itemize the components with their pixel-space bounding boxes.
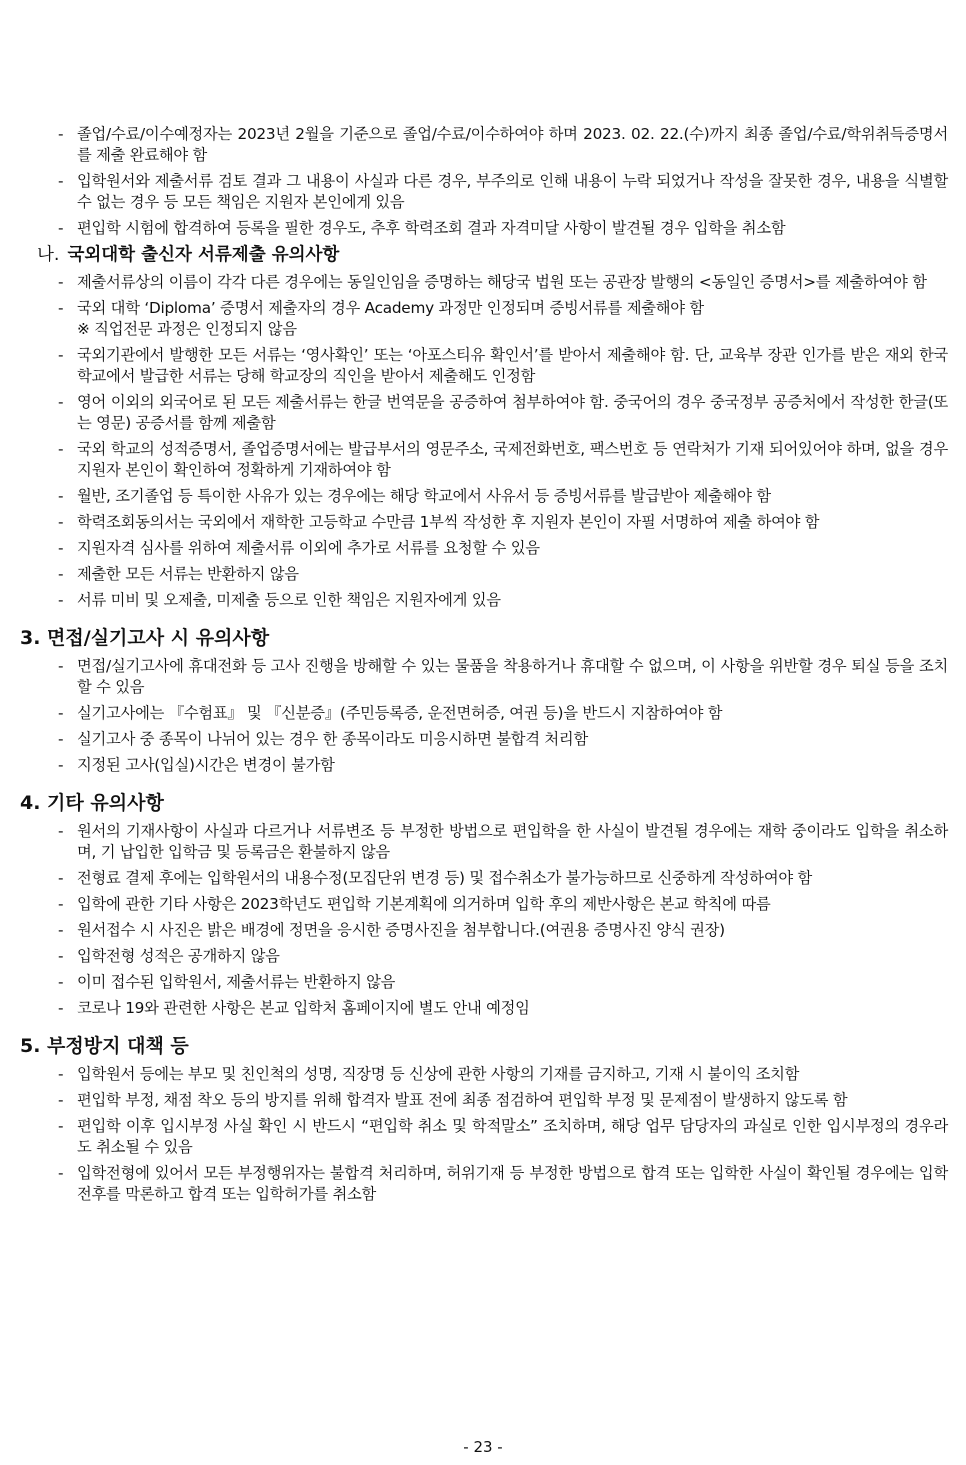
bullet-dash: - <box>58 657 64 675</box>
list-item-text: 실기고사 중 종목이 나뉘어 있는 경우 한 종목이라도 미응시하면 불합격 처리함 <box>77 730 588 748</box>
list-item <box>20 538 948 559</box>
list-item-text: 이미 접수된 입학원서, 제출서류는 반환하지 않음 <box>77 973 396 991</box>
list-item-text: 편입학 부정, 채점 착오 등의 방지를 위해 합격자 발표 전에 최종 점검하여 편입학 부정 및 문제점이 발생하지 않도록 함 <box>77 1091 848 1109</box>
list-item <box>20 171 948 213</box>
section-heading: 5. 부정방지 대책 등 <box>20 1035 189 1057</box>
list-item-text: 국외 대학 ‘Diploma’ 증명서 제출자의 경우 Academy 과정만 인정되며 증빙서류를 제출해야 함 <box>77 299 704 317</box>
list-item-text: 지원자격 심사를 위하여 제출서류 이외에 추가로 서류를 요청할 수 있음 <box>77 539 540 557</box>
bullet-dash: - <box>58 947 64 965</box>
bullet-dash: - <box>58 895 64 913</box>
list-item-text: 코로나 19와 관련한 사항은 본교 입학처 홈페이지에 별도 안내 예정임 <box>77 999 530 1017</box>
bullet-dash: - <box>58 299 64 317</box>
list-item-text: 월반, 조기졸업 등 특이한 사유가 있는 경우에는 해당 학교에서 사유서 등 증빙서류를 발급받아 제출해야 함 <box>77 487 771 505</box>
bullet-list <box>20 124 948 239</box>
list-item <box>20 821 948 863</box>
bullet-list <box>20 1064 948 1205</box>
bullet-dash: - <box>58 125 64 143</box>
list-item <box>20 218 948 239</box>
list-item-text: 면접/실기고사에 휴대전화 등 고사 진행을 방해할 수 있는 물품을 착용하거나 휴대할 수 없으며, 이 사항을 위반할 경우 퇴실 등을 조치 할 수 있음 <box>77 657 948 696</box>
page-number: - 23 - <box>463 1438 503 1456</box>
bullet-dash: - <box>58 1065 64 1083</box>
bullet-list <box>20 272 948 611</box>
subsection-heading <box>37 244 948 266</box>
list-item-text: 졸업/수료/이수예정자는 2023년 2월을 기준으로 졸업/수료/이수하여야 하며 2023. 02. 22.(수)까지 최종 졸업/수료/학위취득증명서를 제출 완료해야 함 <box>77 125 948 164</box>
list-item-text: 국외기관에서 발행한 모든 서류는 ‘영사확인’ 또는 ‘아포스티유 확인서’를 받아서 제출해야 함. 단, 교육부 장관 인가를 받은 재외 한국학교에서 발급한 서류는 당해 학교장의 직인을 받아서 제출해도 인정함 <box>77 346 948 385</box>
bullet-dash: - <box>58 219 64 237</box>
bullet-dash: - <box>58 440 64 458</box>
list-item-text: 실기고사에는 『수험표』 및 『신분증』(주민등록증, 운전면허증, 여권 등)을 반드시 지참하여야 함 <box>77 704 723 722</box>
list-item-text: 서류 미비 및 오제출, 미제출 등으로 인한 책임은 지원자에게 있음 <box>77 591 501 609</box>
list-item-text: 편입학 시험에 합격하여 등록을 필한 경우도, 추후 학력조회 결과 자격미달 사항이 발견될 경우 입학을 취소함 <box>77 219 786 237</box>
bullet-dash: - <box>58 1164 64 1182</box>
list-item <box>20 920 948 941</box>
bullet-dash: - <box>58 539 64 557</box>
list-item <box>20 946 948 967</box>
section-heading: 3. 면접/실기고사 시 유의사항 <box>20 627 270 649</box>
bullet-dash: - <box>58 973 64 991</box>
bullet-dash: - <box>58 756 64 774</box>
list-item <box>20 755 948 776</box>
list-item <box>20 868 948 889</box>
list-item-text: 입학원서 등에는 부모 및 친인척의 성명, 직장명 등 신상에 관한 사항의 기재를 금지하고, 기재 시 불이익 조치함 <box>77 1065 800 1083</box>
list-item <box>20 564 948 585</box>
subsection-label: 나. <box>37 245 60 265</box>
bullet-dash: - <box>58 172 64 190</box>
list-item <box>20 998 948 1019</box>
list-item <box>20 590 948 611</box>
list-item <box>20 298 948 340</box>
bullet-dash: - <box>58 346 64 364</box>
list-item <box>20 894 948 915</box>
list-item <box>20 729 948 750</box>
list-item-text: 입학원서와 제출서류 검토 결과 그 내용이 사실과 다른 경우, 부주의로 인해 내용이 누락 되었거나 작성을 잘못한 경우, 내용을 식별할 수 없는 경우 등 모든 책임은 지원자 본인에게 있음 <box>77 172 948 211</box>
list-item-text: 원서의 기재사항이 사실과 다르거나 서류변조 등 부정한 방법으로 편입학을 한 사실이 발견될 경우에는 재학 중이라도 입학을 취소하며, 기 납입한 입학금 및 등록금은 환불하지 않음 <box>77 822 948 861</box>
bullet-dash: - <box>58 513 64 531</box>
bullet-dash: - <box>58 730 64 748</box>
list-item <box>20 703 948 724</box>
list-item <box>20 512 948 533</box>
bullet-list <box>20 656 948 776</box>
section-heading: 4. 기타 유의사항 <box>20 792 164 814</box>
list-item-text: 학력조회동의서는 국외에서 재학한 고등학교 수만큼 1부씩 작성한 후 지원자 본인이 자필 서명하여 제출 하여야 함 <box>77 513 820 531</box>
bullet-dash: - <box>58 869 64 887</box>
list-item <box>20 1090 948 1111</box>
bullet-dash: - <box>58 822 64 840</box>
bullet-dash: - <box>58 999 64 1017</box>
list-item <box>20 345 948 387</box>
list-item-text: 편입학 이후 입시부정 사실 확인 시 반드시 “편입학 취소 및 학적말소” 조치하며, 해당 업무 담당자의 과실로 인한 입시부정의 경우라도 취소될 수 있음 <box>77 1117 948 1156</box>
list-item <box>20 972 948 993</box>
bullet-dash: - <box>58 704 64 722</box>
list-item <box>20 1116 948 1158</box>
bullet-list <box>20 821 948 1019</box>
document-body <box>20 124 948 1210</box>
bullet-dash: - <box>58 487 64 505</box>
list-item-text: 제출서류상의 이름이 각각 다른 경우에는 동일인임을 증명하는 해당국 법원 또는 공관장 발행의 <동일인 증명서>를 제출하여야 함 <box>77 273 927 291</box>
list-item-text: 입학전형에 있어서 모든 부정행위자는 불합격 처리하며, 허위기재 등 부정한 방법으로 합격 또는 입학한 사실이 확인될 경우에는 입학 전후를 막론하고 합격 또는 입학허가를 취소함 <box>77 1164 948 1203</box>
subsection-title: 국외대학 출신자 서류제출 유의사항 <box>67 245 340 265</box>
list-item-text: 제출한 모든 서류는 반환하지 않음 <box>77 565 299 583</box>
list-item-note: ※ 직업전문 과정은 인정되지 않음 <box>77 320 297 338</box>
list-item-text: 입학전형 성적은 공개하지 않음 <box>77 947 280 965</box>
list-item <box>20 272 948 293</box>
list-item-text: 전형료 결제 후에는 입학원서의 내용수정(모집단위 변경 등) 및 접수취소가 불가능하므로 신중하게 작성하여야 함 <box>77 869 813 887</box>
bullet-dash: - <box>58 273 64 291</box>
bullet-dash: - <box>58 565 64 583</box>
bullet-dash: - <box>58 591 64 609</box>
list-item <box>20 1064 948 1085</box>
bullet-dash: - <box>58 1117 64 1135</box>
list-item <box>20 1163 948 1205</box>
list-item <box>20 486 948 507</box>
list-item <box>20 656 948 698</box>
list-item <box>20 392 948 434</box>
list-item-text: 원서접수 시 사진은 밝은 배경에 정면을 응시한 증명사진을 첨부합니다.(여권용 증명사진 양식 권장) <box>77 921 725 939</box>
list-item-text: 지정된 고사(입실)시간은 변경이 불가함 <box>77 756 335 774</box>
bullet-dash: - <box>58 393 64 411</box>
list-item-text: 영어 이외의 외국어로 된 모든 제출서류는 한글 번역문을 공증하여 첨부하여야 함. 중국어의 경우 중국정부 공증처에서 작성한 한글(또는 영문) 공증서를 함께 제출함 <box>77 393 948 432</box>
list-item-text: 국외 학교의 성적증명서, 졸업증명서에는 발급부서의 영문주소, 국제전화번호, 팩스번호 등 연락처가 기재 되어있어야 하며, 없을 경우 지원자 본인이 확인하여 정확하게 기재하여야 함 <box>77 440 948 479</box>
list-item-text: 입학에 관한 기타 사항은 2023학년도 편입학 기본계획에 의거하며 입학 후의 제반사항은 본교 학칙에 따름 <box>77 895 771 913</box>
bullet-dash: - <box>58 921 64 939</box>
bullet-dash: - <box>58 1091 64 1109</box>
list-item <box>20 124 948 166</box>
list-item <box>20 439 948 481</box>
